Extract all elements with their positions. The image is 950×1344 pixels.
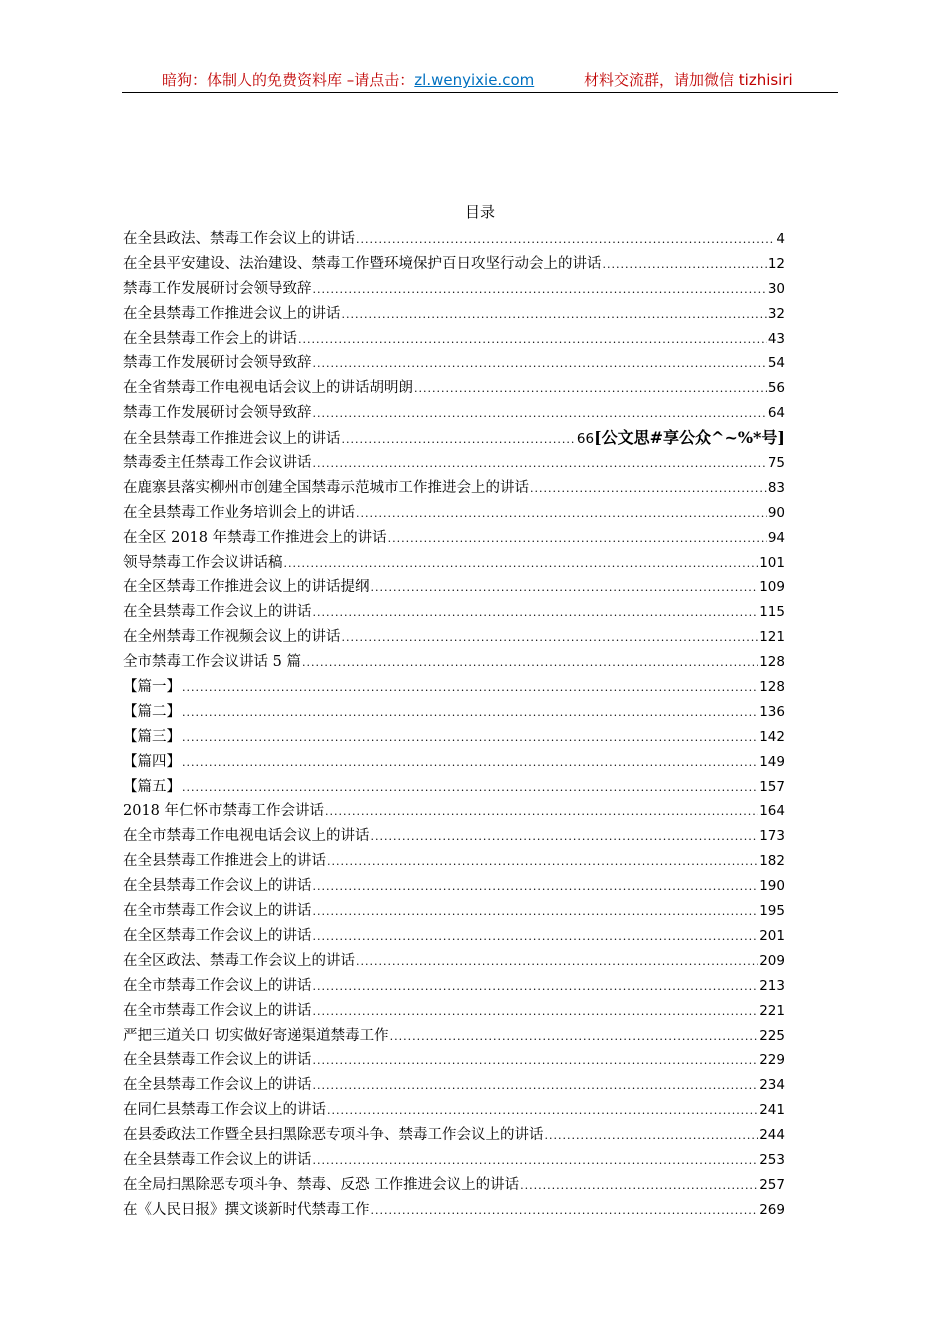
page-header [122, 68, 838, 93]
toc-entry[interactable] [123, 575, 785, 600]
toc-entry-page: 83 [767, 479, 785, 496]
toc-entry[interactable] [123, 501, 785, 526]
toc-entry-title: 在县委政法工作暨全县扫黑除恶专项斗争、禁毒工作会议上的讲话 [123, 1127, 544, 1144]
header-left [162, 68, 534, 92]
toc-leader-dots [313, 1149, 759, 1173]
toc-entry-page: 12 [767, 255, 785, 272]
toc-entry[interactable] [123, 351, 785, 376]
toc-entry-title: 禁毒工作发展研讨会领导致辞 [123, 355, 312, 372]
toc-entry-title: 【篇五】 [123, 778, 181, 795]
toc-entry[interactable] [123, 1173, 785, 1198]
toc-entry-page: 269 [759, 1201, 785, 1218]
toc-leader-dots [603, 253, 767, 277]
toc-leader-dots [356, 228, 775, 252]
toc-leader-dots [182, 726, 758, 750]
toc-leader-dots [298, 328, 767, 352]
toc-leader-dots [520, 1174, 758, 1198]
toc-entry[interactable] [123, 426, 785, 451]
toc-entry-title: 在全县禁毒工作会上的讲话 [123, 330, 297, 347]
toc-leader-dots [313, 1074, 759, 1098]
toc-entry-page: 90 [767, 504, 785, 521]
toc-entry-title: 在全县政法、禁毒工作会议上的讲话 [123, 231, 355, 247]
toc-leader-dots [313, 352, 767, 376]
toc-entry-page: 225 [759, 1027, 785, 1044]
toc-leader-dots [342, 428, 576, 451]
toc-entry-page: 128 [759, 679, 785, 696]
toc-entry-title: 领导禁毒工作会议讲话稿 [123, 554, 283, 571]
toc-watermark-text: [公文思#享公众^~%*号] [594, 428, 785, 448]
toc-entry-title: 在全区禁毒工作会议上的讲话 [123, 927, 312, 944]
toc-entry[interactable] [123, 1073, 785, 1098]
toc-entry-title: 全市禁毒工作会议讲话 5 篇 [123, 654, 301, 671]
toc-entry-title: 在全县禁毒工作会议上的讲话 [123, 604, 312, 621]
toc-entry[interactable] [123, 526, 785, 551]
toc-entry[interactable] [123, 1024, 785, 1049]
toc-entry-title: 【篇三】 [123, 728, 181, 745]
toc-entry-title: 在全县禁毒工作会议上的讲话 [123, 1077, 312, 1094]
header-brand: 暗狗：体制人的免费资料库 [162, 71, 343, 89]
toc-entry-title: 在同仁县禁毒工作会议上的讲话 [123, 1102, 326, 1119]
toc-entry[interactable] [123, 625, 785, 650]
toc-entry[interactable] [123, 600, 785, 625]
toc-leader-dots [371, 576, 759, 600]
toc-entry-title: 在全市禁毒工作电视电话会议上的讲话 [123, 828, 370, 845]
toc-entry-page: 4 [776, 231, 785, 247]
toc-title: 目录 [464, 203, 495, 221]
toc-entry[interactable] [123, 277, 785, 302]
toc-leader-dots [313, 900, 759, 924]
toc-entry-title: 【篇一】 [123, 679, 181, 696]
toc-entry-title: 严把三道关口 切实做好寄递渠道禁毒工作 [123, 1027, 389, 1044]
toc-entry[interactable] [123, 650, 785, 675]
toc-entry[interactable] [123, 874, 785, 899]
toc-leader-dots [342, 626, 759, 650]
toc-leader-dots [530, 477, 767, 501]
toc-entry[interactable] [123, 725, 785, 750]
toc-leader-dots [545, 1124, 759, 1148]
toc-entry-title: 禁毒工作发展研讨会领导致辞 [123, 280, 312, 297]
toc-entry-page: 64 [767, 405, 785, 422]
toc-entry[interactable] [123, 1098, 785, 1123]
toc-entry-page: 43 [767, 330, 785, 347]
toc-entry-page: 253 [759, 1151, 785, 1168]
toc-leader-dots [356, 950, 758, 974]
toc-entry-page: 234 [759, 1077, 785, 1094]
header-contact: 材料交流群，请加微信 tizhisiri [584, 71, 793, 89]
toc-leader-dots [414, 377, 767, 401]
toc-entry-title: 在全县禁毒工作业务培训会上的讲话 [123, 504, 355, 521]
toc-entry-page: 56 [767, 380, 785, 397]
toc-entry[interactable] [123, 376, 785, 401]
toc-leader-dots [371, 825, 759, 849]
toc-entry-page: 128 [759, 654, 785, 671]
toc-entry-title: 在全区 2018 年禁毒工作推进会上的讲话 [123, 529, 387, 546]
toc-entry[interactable] [123, 700, 785, 725]
toc-entry-title: 在全市禁毒工作会议上的讲话 [123, 1002, 312, 1019]
toc-entry-page: 149 [759, 753, 785, 770]
toc-entry-title: 在全县禁毒工作会议上的讲话 [123, 1052, 312, 1069]
toc-entry-title: 在全区禁毒工作推进会议上的讲话提纲 [123, 579, 370, 596]
toc-leader-dots [313, 975, 759, 999]
toc-entry[interactable] [123, 849, 785, 874]
toc-leader-dots [313, 875, 759, 899]
toc-entry[interactable] [123, 974, 785, 999]
toc-leader-dots [182, 676, 758, 700]
toc-leader-dots [182, 751, 758, 775]
toc-leader-dots [371, 1199, 759, 1223]
toc-entry-title: 在全市禁毒工作会议上的讲话 [123, 903, 312, 920]
toc-entry-title: 禁毒工作发展研讨会领导致辞 [123, 405, 312, 422]
toc-leader-dots [313, 925, 759, 949]
toc-entry[interactable] [123, 675, 785, 700]
toc-entry[interactable] [123, 227, 785, 252]
toc-entry-page: 109 [759, 579, 785, 596]
toc-leader-dots [313, 402, 767, 426]
toc-leader-dots [313, 1000, 759, 1024]
toc-entry-title: 在鹿寨县落实柳州市创建全国禁毒示范城市工作推进会上的讲话 [123, 479, 529, 496]
toc-entry-page: 201 [759, 927, 785, 944]
toc-entry-page: 209 [759, 952, 785, 969]
toc-entry[interactable] [123, 824, 785, 849]
toc-entry-page: 195 [759, 903, 785, 920]
toc-entry-page: 244 [759, 1127, 785, 1144]
toc-entry[interactable] [123, 451, 785, 476]
toc-entry[interactable] [123, 551, 785, 576]
toc-leader-dots [388, 527, 767, 551]
toc-entry-page: 136 [759, 703, 785, 720]
toc-entry-title: 【篇四】 [123, 753, 181, 770]
toc-entry-page: 257 [759, 1176, 785, 1193]
toc-entry[interactable] [123, 327, 785, 352]
toc-entry[interactable] [123, 1123, 785, 1148]
toc-entry[interactable] [123, 1198, 785, 1223]
toc-leader-dots [313, 452, 767, 476]
header-prompt: –请点击： [342, 71, 415, 89]
toc-entry[interactable] [123, 949, 785, 974]
toc-entry[interactable] [123, 476, 785, 501]
toc-entry-page: 173 [759, 828, 785, 845]
toc-entry-title: 在全州禁毒工作视频会议上的讲话 [123, 629, 341, 646]
toc-entry[interactable] [123, 924, 785, 949]
toc-entry-title: 在全县禁毒工作推进会上的讲话 [123, 853, 326, 870]
toc-entry-title: 在全区政法、禁毒工作会议上的讲话 [123, 952, 355, 969]
toc-entry-title: 在全局扫黑除恶专项斗争、禁毒、反恐 工作推进会议上的讲话 [123, 1176, 520, 1193]
toc-entry-page: 164 [759, 803, 785, 820]
toc-entry-page: 157 [759, 778, 785, 795]
toc-leader-dots [302, 651, 758, 675]
toc-leader-dots [313, 1049, 759, 1073]
toc-entry-title: 禁毒委主任禁毒工作会议讲话 [123, 455, 312, 472]
toc-entry[interactable] [123, 252, 785, 277]
toc-entry[interactable] [123, 799, 785, 824]
toc-entry[interactable] [123, 999, 785, 1024]
toc-leader-dots [313, 601, 759, 625]
toc-entry-page: 30 [767, 280, 785, 297]
toc-leader-dots [182, 776, 758, 800]
toc-entry-title: 在全县禁毒工作推进会议上的讲话 [123, 305, 341, 322]
toc-leader-dots [390, 1025, 759, 1049]
toc-leader-dots [356, 502, 767, 526]
toc-entry-page: 221 [759, 1002, 785, 1019]
toc-entry-page: 121 [759, 629, 785, 646]
toc-entry-page: 190 [759, 878, 785, 895]
toc-entry-page: 54 [767, 355, 785, 372]
toc-entry-title: 【篇二】 [123, 703, 181, 720]
toc-entry-page: 241 [759, 1102, 785, 1119]
toc-entry[interactable] [123, 302, 785, 327]
toc-entry-page: 213 [759, 977, 785, 994]
table-of-contents [123, 227, 785, 1223]
toc-entry-title: 在全县禁毒工作推进会议上的讲话 [123, 431, 341, 448]
toc-leader-dots [313, 278, 767, 302]
toc-entry-page: 32 [767, 305, 785, 322]
toc-entry[interactable] [123, 899, 785, 924]
toc-entry-page: 115 [759, 604, 785, 621]
toc-entry-page: 66 [576, 431, 595, 448]
toc-entry-title: 在全市禁毒工作会议上的讲话 [123, 977, 312, 994]
toc-entry[interactable] [123, 1148, 785, 1173]
toc-entry-page: 101 [759, 554, 785, 571]
toc-entry[interactable] [123, 1048, 785, 1073]
toc-entry-page: 75 [767, 455, 785, 472]
toc-entry-title: 在《人民日报》撰文谈新时代禁毒工作 [123, 1201, 370, 1218]
toc-leader-dots [284, 552, 759, 576]
toc-leader-dots [182, 701, 758, 725]
toc-entry-title: 在全县禁毒工作会议上的讲话 [123, 878, 312, 895]
toc-leader-dots [327, 1099, 758, 1123]
toc-entry[interactable] [123, 775, 785, 800]
header-link[interactable]: zl.wenyixie.com [414, 71, 535, 89]
toc-entry[interactable] [123, 401, 785, 426]
toc-entry[interactable] [123, 750, 785, 775]
toc-entry-title: 在全县禁毒工作会议上的讲话 [123, 1151, 312, 1168]
toc-entry-title: 在全省禁毒工作电视电话会议上的讲话胡明朗 [123, 380, 413, 397]
toc-entry-page: 229 [759, 1052, 785, 1069]
toc-leader-dots [342, 303, 767, 327]
toc-leader-dots [327, 850, 758, 874]
toc-entry-title: 2018 年仁怀市禁毒工作会讲话 [123, 803, 325, 820]
toc-entry-title: 在全县平安建设、法治建设、禁毒工作暨环境保护百日攻坚行动会上的讲话 [123, 255, 602, 272]
toc-entry-page: 94 [767, 529, 785, 546]
toc-entry-page: 182 [759, 853, 785, 870]
toc-entry-page: 142 [759, 728, 785, 745]
toc-leader-dots [325, 800, 758, 824]
